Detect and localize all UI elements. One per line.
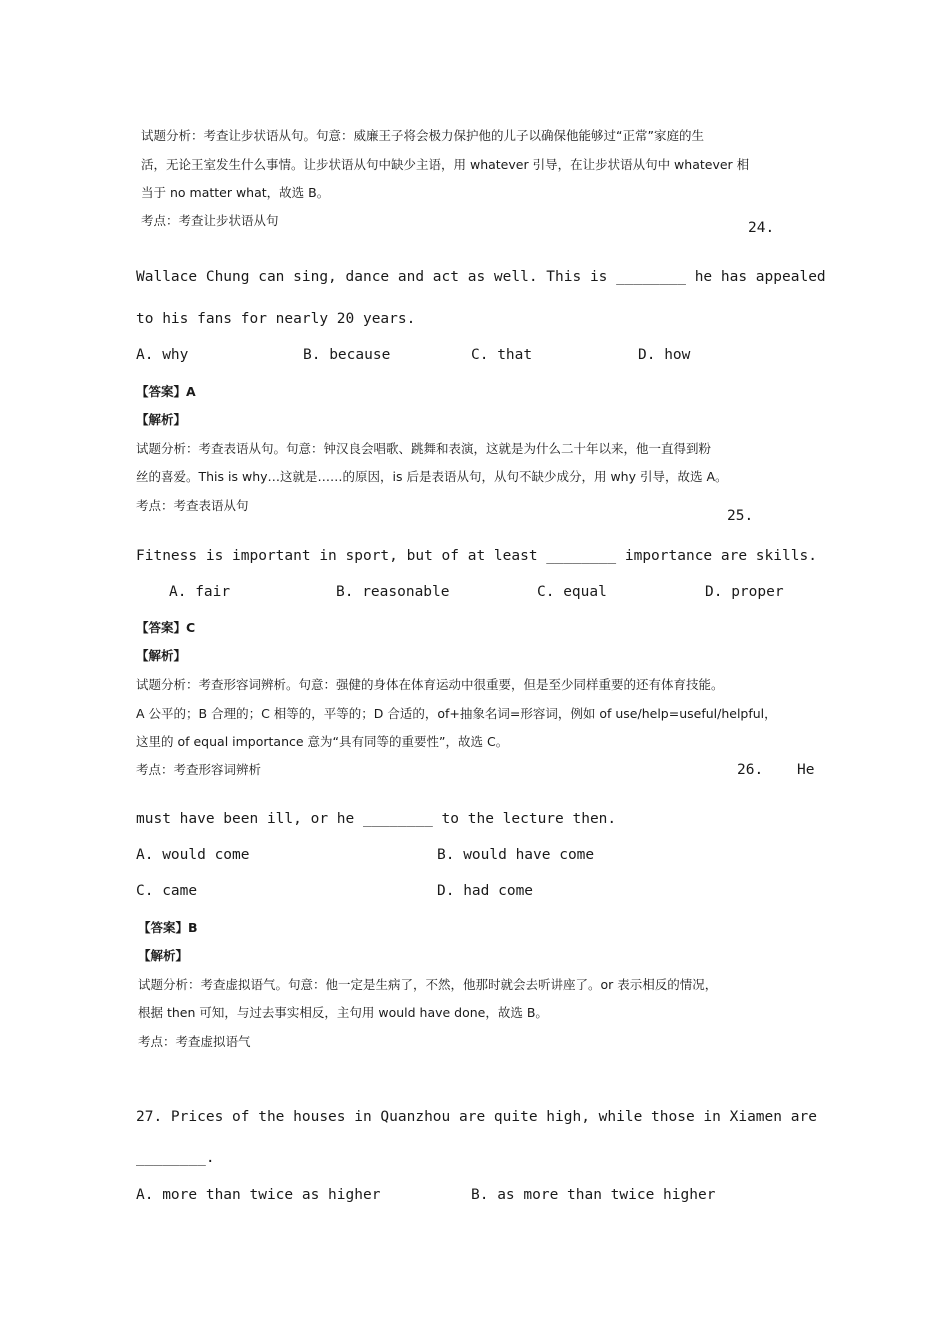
q26-analysis-line1: 试题分析：考查虚拟语气。句意：他一定是生病了，不然，他那时就会去听讲座了。or 表示相反的情况， — [138, 977, 718, 992]
q25-option-b: B. reasonable — [336, 584, 450, 600]
q27-stem-line1: 27. Prices of the houses in Quanzhou are quite high, while those in Xiamen are — [136, 1109, 817, 1125]
q26-analysis-line2: 根据 then 可知，与过去事实相反，主句用 would have done，故选 B。 — [138, 1005, 548, 1020]
q25-option-c: C. equal — [537, 584, 607, 600]
q24-option-b: B. because — [303, 347, 391, 363]
q25-stem-line1: Fitness is important in sport, but of at least ________ importance are skills. — [136, 548, 817, 564]
q25-option-d: D. proper — [705, 584, 784, 600]
q25-option-a: A. fair — [169, 584, 231, 600]
q26-option-d: D. had come — [437, 883, 534, 899]
q24-option-d: D. how — [638, 347, 691, 363]
q25-analysis-line1: 试题分析：考查形容词辨析。句意：强健的身体在体育运动中很重要，但是至少同样重要的还有体育技能。 — [136, 677, 724, 692]
q23-point: 考点：考查让步状语从句 — [141, 213, 279, 228]
q23-analysis-line1: 试题分析：考查让步状语从句。句意：威廉王子将会极力保护他的儿子以确保他能够过“正常”家庭的生 — [141, 128, 704, 143]
q24-option-a: A. why — [136, 347, 189, 363]
q26-number: 26. — [737, 762, 764, 778]
q23-analysis-line2: 活，无论王室发生什么事情。让步状语从句中缺少主语，用 whatever 引导，在让步状语从句中 whatever 相 — [141, 157, 750, 172]
q26-option-c: C. came — [136, 883, 198, 899]
q24-answer: 【答案】A — [136, 384, 196, 399]
q25-analysis-line2: A 公平的；B 合理的；C 相等的，平等的；D 合适的，of+抽象名词=形容词，例如 of use/help=useful/helpful， — [136, 706, 777, 721]
q26-analysis-heading: 【解析】 — [138, 948, 189, 963]
q23-analysis-line3: 当于 no matter what，故选 B。 — [141, 185, 330, 200]
q25-analysis-heading: 【解析】 — [136, 648, 187, 663]
q27-stem-line2: ________. — [136, 1150, 215, 1166]
q24-stem-line2: to his fans for nearly 20 years. — [136, 311, 416, 327]
q25-answer: 【答案】C — [136, 620, 196, 635]
q25-number: 25. — [727, 508, 754, 524]
q25-analysis-line3: 这里的 of equal importance 意为“具有同等的重要性”，故选 C。 — [136, 734, 509, 749]
q26-option-b: B. would have come — [437, 847, 595, 863]
q26-point: 考点：考查虚拟语气 — [138, 1034, 251, 1049]
q24-option-c: C. that — [471, 347, 533, 363]
q26-stem-line2: must have been ill, or he ________ to the lecture then. — [136, 811, 617, 827]
q25-point: 考点：考查形容词辨析 — [136, 762, 262, 777]
q26-option-a: A. would come — [136, 847, 250, 863]
q27-option-b: B. as more than twice higher — [471, 1187, 716, 1203]
q24-analysis-heading: 【解析】 — [136, 412, 187, 427]
q26-answer: 【答案】B — [138, 920, 198, 935]
q24-stem-line1: Wallace Chung can sing, dance and act as well. This is ________ he has appealed — [136, 269, 826, 285]
q24-point: 考点：考查表语从句 — [136, 498, 249, 513]
q27-option-a: A. more than twice as higher — [136, 1187, 381, 1203]
q26-stem-start: He — [797, 762, 815, 778]
q24-analysis-line2: 丝的喜爱。This is why…这就是……的原因，is 后是表语从句，从句不缺少成分，用 why 引导，故选 A。 — [136, 469, 728, 484]
q24-analysis-line1: 试题分析：考查表语从句。句意：钟汉良会唱歌、跳舞和表演，这就是为什么二十年以来，他一直得到粉 — [136, 441, 712, 456]
q24-number: 24. — [748, 220, 775, 236]
